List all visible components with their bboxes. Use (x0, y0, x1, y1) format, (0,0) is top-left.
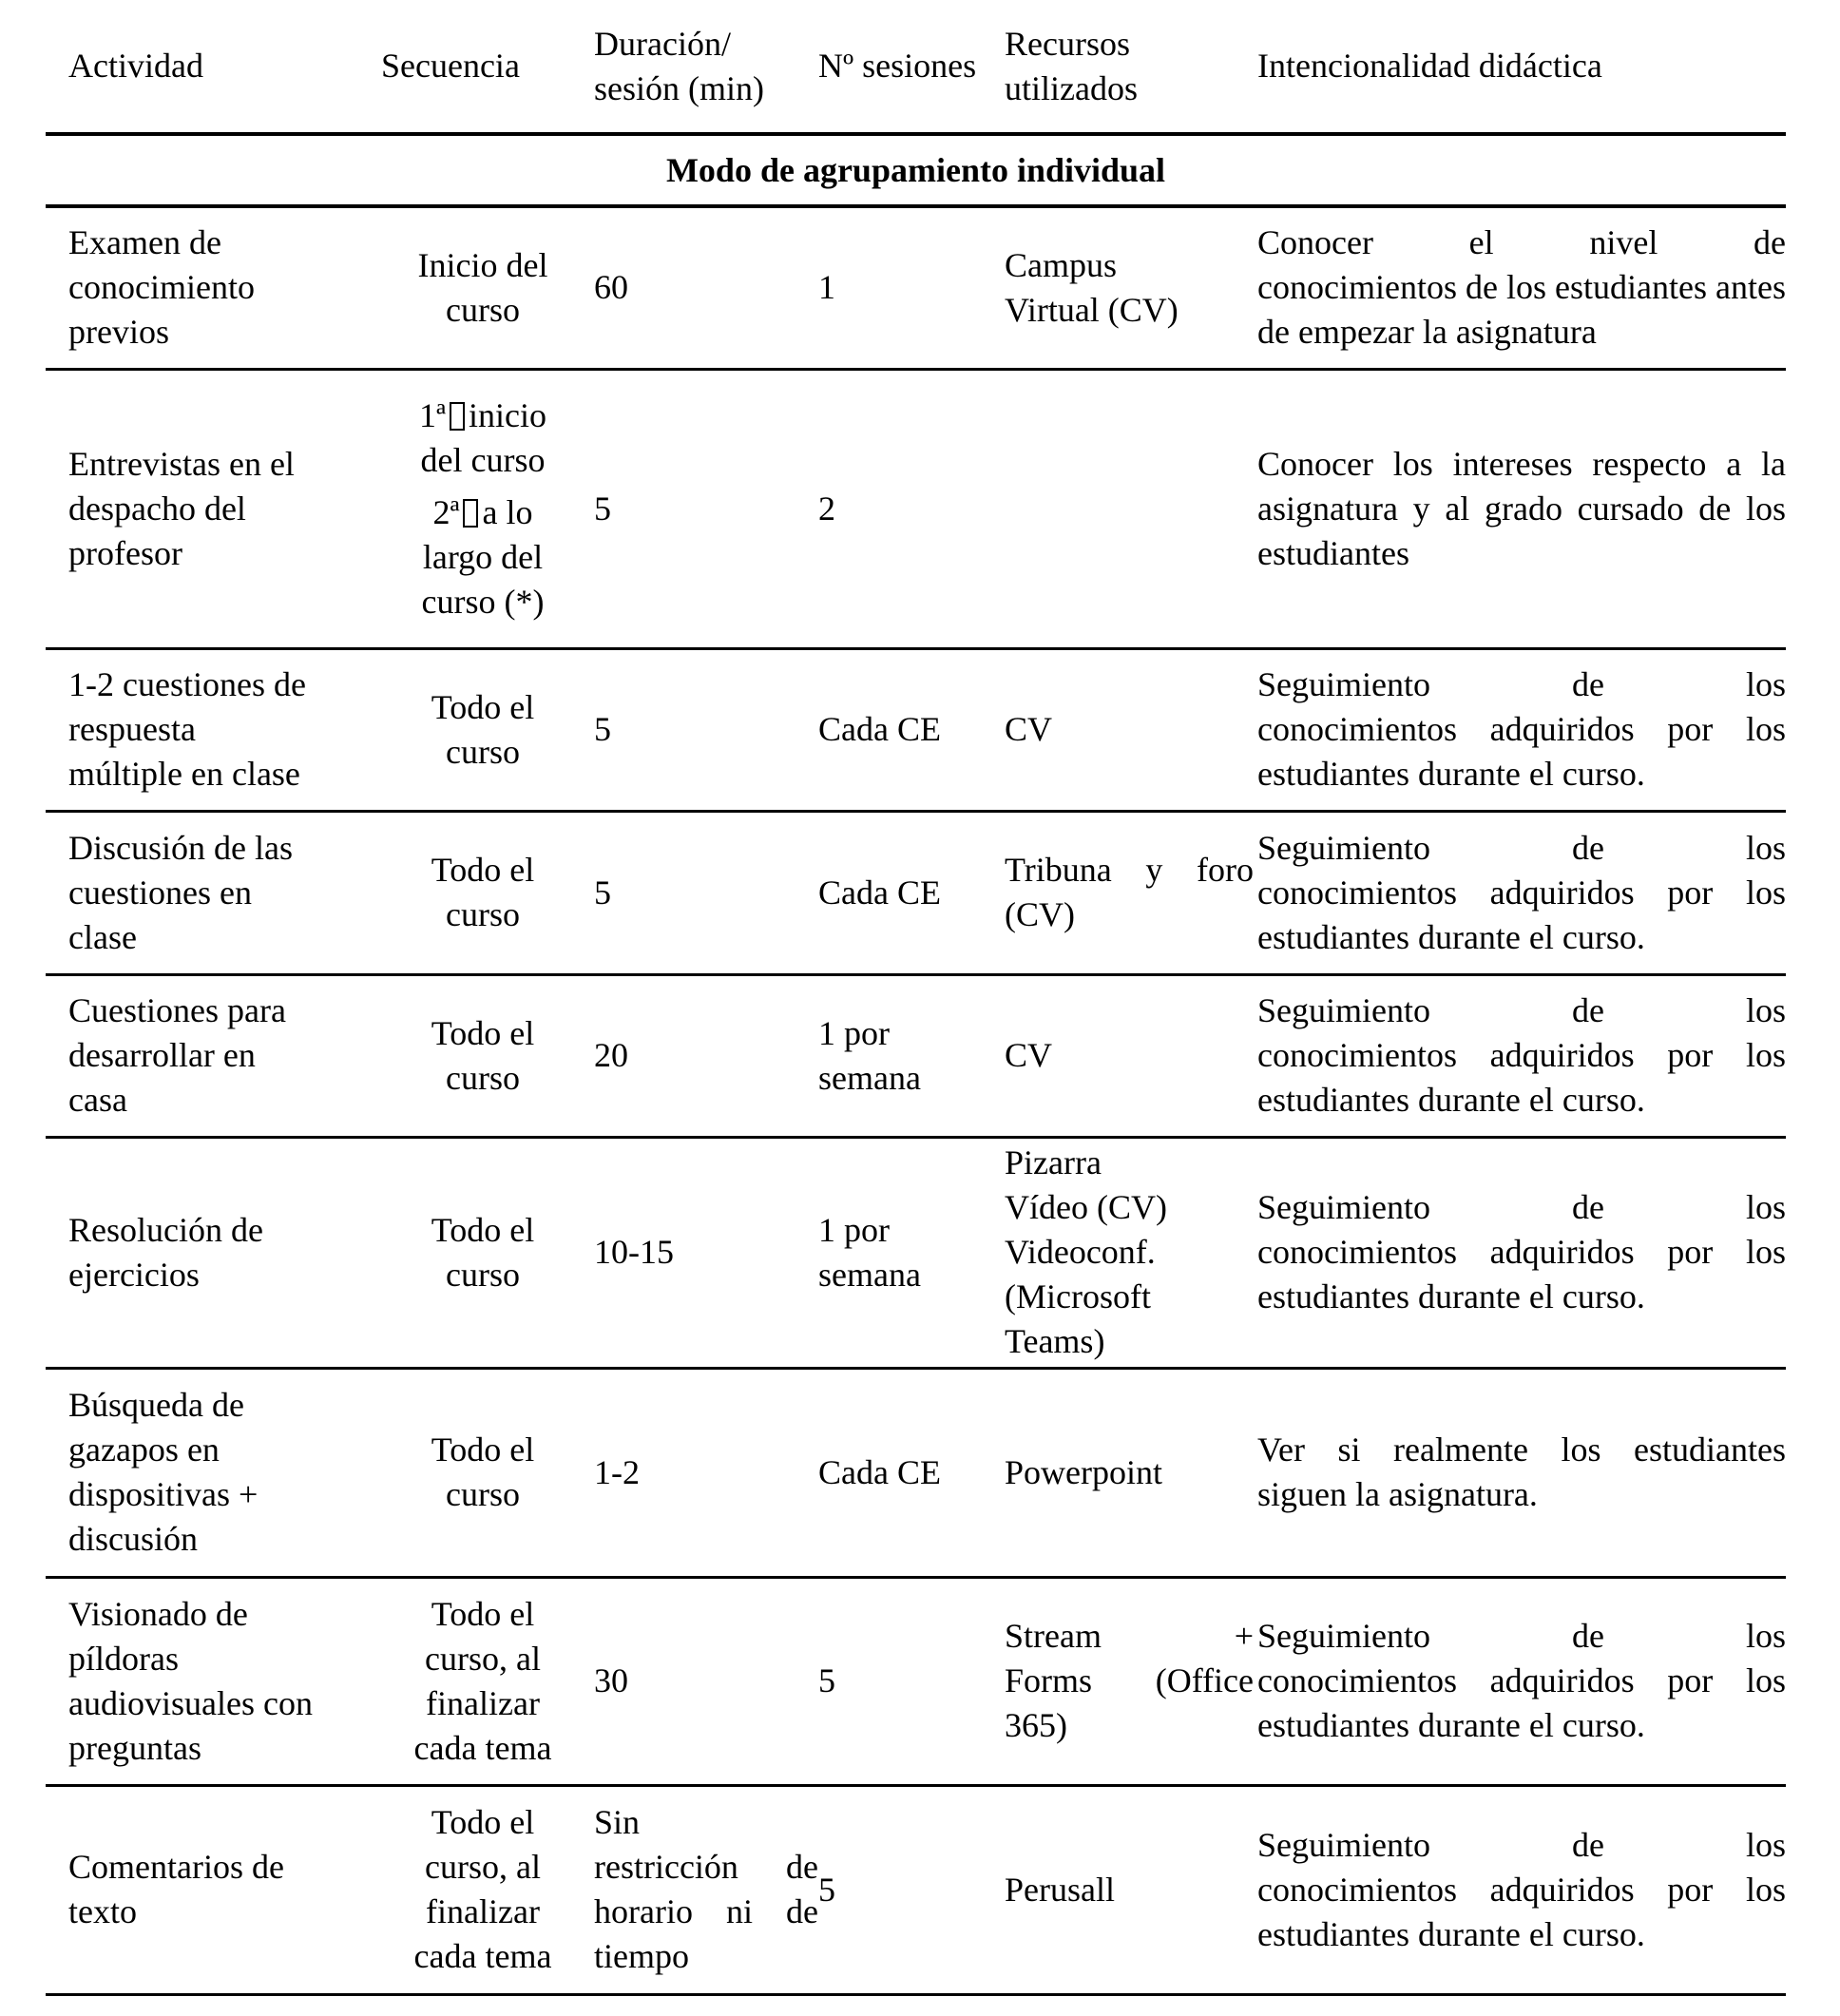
text-line: (CV) (1005, 895, 1075, 933)
text-line: semana (818, 1255, 921, 1294)
cell-sesiones (818, 974, 1005, 1137)
table-row (46, 369, 1786, 648)
activities-table (46, 0, 1786, 1996)
text-line: Todo el (431, 687, 535, 726)
text-line: conocimientos adquiridos por los estudiantes durante el curso. (1257, 873, 1786, 956)
cell-actividad (46, 1577, 381, 1785)
text-line: Seguimiento de los (1257, 828, 1786, 867)
cell-actividad (46, 1137, 381, 1368)
text-line: cada tema (413, 1728, 552, 1767)
cell-recursos: CV (1005, 648, 1257, 811)
cell-secuencia (381, 1577, 594, 1785)
cell-duracion: 30 (594, 1577, 818, 1785)
cell-duracion: 5 (594, 369, 818, 648)
text-line: conocimiento (68, 268, 255, 307)
text-line: 365) (1005, 1706, 1067, 1744)
text-line: Stream + (1005, 1617, 1254, 1655)
cell-secuencia (381, 206, 594, 369)
cell-duracion: 5 (594, 648, 818, 811)
cell-secuencia (381, 1368, 594, 1577)
text-line: Todo el (431, 1013, 535, 1052)
text-line: del curso (420, 440, 546, 479)
cell-actividad (46, 648, 381, 811)
text-line: preguntas (68, 1728, 201, 1767)
text-line: Entrevistas en el (68, 444, 295, 483)
cell-secuencia (381, 974, 594, 1137)
text-line: Búsqueda de (68, 1386, 244, 1424)
cell-secuencia (381, 1137, 594, 1368)
cell-sesiones: 5 (818, 1785, 1005, 1994)
text-line: casa (68, 1081, 127, 1119)
text-line: Vídeo (CV) (1005, 1188, 1167, 1226)
cell-sesiones (818, 1137, 1005, 1368)
table-row (46, 648, 1786, 811)
cell-actividad (46, 974, 381, 1137)
text-line: Pizarra (1005, 1143, 1102, 1181)
cell-intencionalidad: Conocer los intereses respecto a la asignatura y al grado cursado de los estudiantes (1257, 369, 1786, 648)
table-row (46, 1137, 1786, 1368)
text-line: curso, al (425, 1848, 541, 1886)
cell-sesiones: 1 (818, 206, 1005, 369)
text-line: despacho del (68, 489, 246, 528)
text-line: Videoconf. (1005, 1233, 1156, 1271)
cell-secuencia (381, 369, 594, 648)
text-line (381, 490, 585, 535)
secuencia-second (381, 490, 585, 624)
cell-recursos: Perusall (1005, 1785, 1257, 1994)
header-recursos-line1: Recursos (1005, 24, 1130, 63)
header-secuencia: Secuencia (381, 0, 594, 134)
cell-intencionalidad (1257, 648, 1786, 811)
cell-secuencia (381, 811, 594, 974)
table-row (46, 1368, 1786, 1577)
ordinal: 1ª (419, 395, 446, 434)
table-row (46, 206, 1786, 369)
text-line: Seguimiento de los (1257, 665, 1786, 703)
text-line: cada tema (413, 1937, 552, 1975)
cell-intencionalidad (1257, 1785, 1786, 1994)
text-line: curso (446, 1255, 520, 1294)
cell-recursos: Powerpoint (1005, 1368, 1257, 1577)
text-line: 1-2 cuestiones de (68, 665, 306, 703)
text-line: conocimientos adquiridos por los estudiantes durante el curso. (1257, 1233, 1786, 1315)
text-line: ejercicios (68, 1255, 200, 1294)
text-line: curso (446, 732, 520, 771)
cell-recursos (1005, 811, 1257, 974)
document-page (46, 0, 1786, 1996)
header-duracion-line1: Duración/ (594, 24, 731, 63)
text-line: finalizar (426, 1892, 540, 1930)
text-line: Resolución de (68, 1210, 263, 1249)
text-line: conocimientos de los estudiantes antes de empezar la asignatura (1257, 268, 1786, 352)
text-line: conocimientos adquiridos por los estudiantes durante el curso. (1257, 1036, 1786, 1119)
text-line: conocimientos adquiridos por los estudiantes durante el curso. (1257, 1870, 1786, 1953)
text-line: curso (*) (421, 582, 545, 621)
text-line: 1 por (818, 1013, 890, 1052)
text-line: desarrollar en (68, 1036, 256, 1074)
cell-actividad (46, 811, 381, 974)
text-line: 1 por (818, 1210, 890, 1249)
header-recursos (1005, 0, 1257, 134)
cell-actividad (46, 1785, 381, 1994)
cell-sesiones: Cada CE (818, 811, 1005, 974)
cell-intencionalidad (1257, 1577, 1786, 1785)
text-line: discusión (68, 1520, 199, 1558)
cell-duracion: 20 (594, 974, 818, 1137)
cell-actividad (46, 206, 381, 369)
text-line: Forms (Office (1005, 1661, 1254, 1699)
cell-intencionalidad: Ver si realmente los estudiantes siguen la asignatura. (1257, 1368, 1786, 1577)
text-line: cuestiones en (68, 873, 252, 912)
header-row (46, 0, 1786, 134)
text-line: largo del (422, 537, 544, 576)
cell-duracion: 60 (594, 206, 818, 369)
text-line: dispositivas + (68, 1475, 259, 1513)
text-line: (Microsoft (1005, 1277, 1151, 1315)
text-line: Tribuna y foro (1005, 851, 1254, 889)
header-intencionalidad: Intencionalidad didáctica (1257, 0, 1786, 134)
text: inicio (468, 395, 546, 434)
text-line: horario ni de (594, 1892, 818, 1930)
text-line: Seguimiento de los (1257, 991, 1786, 1029)
missing-glyph-icon (463, 499, 478, 528)
text-line: Comentarios de (68, 1848, 284, 1886)
header-recursos-line2: utilizados (1005, 68, 1138, 107)
table-row (46, 1577, 1786, 1785)
text-line: curso (446, 1058, 520, 1097)
text-line: previos (68, 313, 169, 352)
text-line: conocimientos adquiridos por los estudiantes durante el curso. (1257, 1661, 1786, 1744)
text-line: Seguimiento de los (1257, 1188, 1786, 1226)
cell-duracion: 5 (594, 811, 818, 974)
text-line: Sin (594, 1803, 641, 1841)
text-line: Campus (1005, 245, 1118, 284)
cell-duracion: 1-2 (594, 1368, 818, 1577)
cell-intencionalidad (1257, 1137, 1786, 1368)
cell-actividad (46, 1368, 381, 1577)
secuencia-first (381, 394, 585, 483)
cell-recursos (1005, 1137, 1257, 1368)
table-row (46, 811, 1786, 974)
text-line: Todo el (431, 1430, 535, 1469)
text-line: Virtual (CV) (1005, 290, 1179, 329)
cell-actividad (46, 369, 381, 648)
text-line: píldoras (68, 1639, 179, 1678)
text-line: Conocer el nivel de (1257, 223, 1786, 262)
text-line: Todo el (431, 1594, 535, 1633)
text: a lo (482, 492, 533, 531)
text-line: curso (446, 290, 520, 329)
text-line: Seguimiento de los (1257, 1825, 1786, 1864)
cell-duracion: 10-15 (594, 1137, 818, 1368)
missing-glyph-icon (450, 402, 465, 431)
cell-secuencia (381, 1785, 594, 1994)
text-line: Todo el (431, 851, 535, 889)
text-line: múltiple en clase (68, 755, 300, 793)
text-line: Examen de (68, 223, 221, 262)
cell-sesiones: Cada CE (818, 1368, 1005, 1577)
text-line: restricción de (594, 1848, 818, 1886)
cell-intencionalidad (1257, 974, 1786, 1137)
table-row (46, 1785, 1786, 1994)
text-line: gazapos en (68, 1430, 220, 1469)
text-line: curso (446, 1475, 520, 1513)
section-title: Modo de agrupamiento individual (46, 134, 1786, 206)
cell-intencionalidad (1257, 811, 1786, 974)
text-line: Todo el (431, 1803, 535, 1841)
text-line: finalizar (426, 1683, 540, 1722)
text-line: Todo el (431, 1210, 535, 1249)
text-line: Inicio del (417, 245, 548, 284)
table-row (46, 974, 1786, 1137)
cell-recursos (1005, 369, 1257, 648)
ordinal: 2ª (432, 492, 460, 531)
header-actividad: Actividad (46, 0, 381, 134)
text-line: tiempo (594, 1937, 689, 1975)
text-line: curso, al (425, 1639, 541, 1678)
text-line: Visionado de (68, 1594, 248, 1633)
cell-sesiones: Cada CE (818, 648, 1005, 811)
cell-recursos (1005, 206, 1257, 369)
cell-recursos (1005, 1577, 1257, 1785)
text-line: conocimientos adquiridos por los estudiantes durante el curso. (1257, 710, 1786, 793)
text-line: semana (818, 1058, 921, 1097)
header-duracion-line2: sesión (min) (594, 68, 764, 107)
text-line: audiovisuales con (68, 1683, 313, 1722)
section-row (46, 134, 1786, 206)
cell-sesiones: 5 (818, 1577, 1005, 1785)
cell-sesiones: 2 (818, 369, 1005, 648)
text-line: Cuestiones para (68, 991, 286, 1029)
header-sesiones: Nº sesiones (818, 0, 1005, 134)
text-line: Teams) (1005, 1322, 1105, 1360)
text-line: Discusión de las (68, 828, 293, 867)
text-line: respuesta (68, 710, 196, 748)
cell-recursos: CV (1005, 974, 1257, 1137)
text-line: clase (68, 917, 137, 956)
text-line: Seguimiento de los (1257, 1617, 1786, 1655)
text-line (381, 394, 585, 438)
header-duracion (594, 0, 818, 134)
cell-duracion (594, 1785, 818, 1994)
cell-secuencia (381, 648, 594, 811)
cell-intencionalidad (1257, 206, 1786, 369)
text-line: texto (68, 1892, 137, 1930)
text-line: curso (446, 895, 520, 933)
text-line: profesor (68, 533, 182, 572)
